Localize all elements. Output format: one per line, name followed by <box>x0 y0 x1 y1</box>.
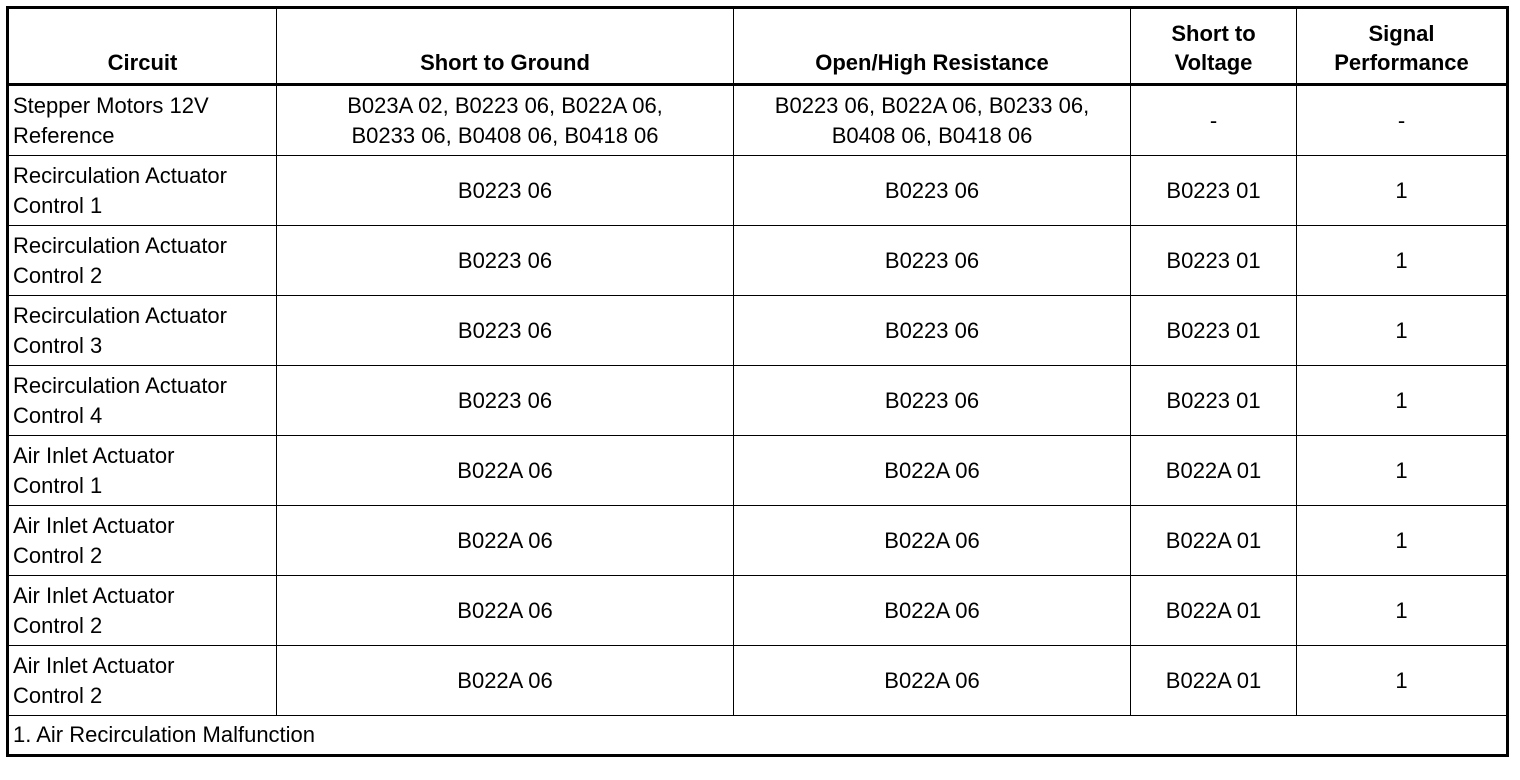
cell-circuit <box>8 156 277 226</box>
cell-short-to-ground <box>277 296 734 366</box>
short-to-ground-codes-line: B022A 06 <box>457 527 553 553</box>
cell-short-to-voltage: B0223 01 <box>1131 366 1297 436</box>
cell-signal-performance: 1 <box>1297 506 1508 576</box>
cell-short-to-ground <box>277 85 734 156</box>
header-open-high-resistance-line: Open/High Resistance <box>815 50 1049 75</box>
cell-short-to-ground <box>277 366 734 436</box>
header-circuit-line: Circuit <box>107 50 178 75</box>
table-row <box>8 296 1508 366</box>
table-row <box>8 366 1508 436</box>
short-to-ground-codes-line: B022A 06 <box>457 457 553 483</box>
header-short-to-voltage-line-2: Voltage <box>1174 50 1253 75</box>
open-high-resistance-codes-line: B022A 06 <box>884 527 980 553</box>
cell-short-to-ground <box>277 576 734 646</box>
circuit-name-line: Control 3 <box>13 332 103 358</box>
circuit-name-line: Control 2 <box>13 542 103 568</box>
cell-open-high-resistance <box>734 85 1131 156</box>
cell-circuit <box>8 646 277 716</box>
cell-short-to-voltage: B0223 01 <box>1131 156 1297 226</box>
cell-circuit <box>8 85 277 156</box>
cell-short-to-voltage: - <box>1131 85 1297 156</box>
open-high-resistance-codes-line: B022A 06 <box>884 667 980 693</box>
table-row <box>8 506 1508 576</box>
short-to-ground-codes-line: B022A 06 <box>457 667 553 693</box>
circuit-name-line: Air Inlet Actuator <box>13 582 175 608</box>
open-high-resistance-codes-line: B0223 06 <box>884 317 980 343</box>
cell-open-high-resistance <box>734 156 1131 226</box>
circuit-name-line: Air Inlet Actuator <box>13 652 175 678</box>
open-high-resistance-codes-line: B0223 06 <box>884 387 980 413</box>
cell-open-high-resistance <box>734 646 1131 716</box>
header-signal-performance <box>1297 8 1508 85</box>
circuit-name-line: Control 1 <box>13 192 103 218</box>
cell-signal-performance: 1 <box>1297 646 1508 716</box>
circuit-name-line: Recirculation Actuator <box>13 162 227 188</box>
header-row <box>8 8 1508 85</box>
header-signal-performance-line-1: Signal <box>1368 21 1435 46</box>
circuit-name-line: Air Inlet Actuator <box>13 442 175 468</box>
cell-open-high-resistance <box>734 436 1131 506</box>
cell-open-high-resistance <box>734 366 1131 436</box>
short-to-ground-codes-line: B0223 06 <box>457 247 553 273</box>
table-footer <box>8 716 1508 756</box>
cell-short-to-ground <box>277 436 734 506</box>
circuit-name-line: Control 2 <box>13 612 103 638</box>
short-to-ground-codes-line: B023A 02, B0223 06, B022A 06, <box>347 92 663 118</box>
cell-signal-performance: 1 <box>1297 296 1508 366</box>
table-row <box>8 646 1508 716</box>
table-row <box>8 226 1508 296</box>
cell-circuit <box>8 366 277 436</box>
open-high-resistance-codes-line: B0408 06, B0418 06 <box>831 122 1033 148</box>
short-to-ground-codes-line: B0223 06 <box>457 387 553 413</box>
short-to-ground-codes-line: B0233 06, B0408 06, B0418 06 <box>351 122 659 148</box>
header-short-to-voltage-line-1: Short to <box>1171 21 1256 46</box>
cell-open-high-resistance <box>734 506 1131 576</box>
cell-signal-performance: - <box>1297 85 1508 156</box>
open-high-resistance-codes-line: B0223 06 <box>884 247 980 273</box>
circuit-name-line: Stepper Motors 12V <box>13 92 209 118</box>
circuit-name-line: Control 4 <box>13 402 103 428</box>
cell-short-to-voltage: B022A 01 <box>1131 436 1297 506</box>
header-short-to-ground-line: Short to Ground <box>420 50 590 75</box>
short-to-ground-codes-line: B0223 06 <box>457 317 553 343</box>
circuit-name-line: Reference <box>13 122 115 148</box>
circuit-name-line: Control 1 <box>13 472 103 498</box>
circuit-name-line: Recirculation Actuator <box>13 302 227 328</box>
short-to-ground-codes-line: B022A 06 <box>457 597 553 623</box>
header-short-to-voltage <box>1131 8 1297 85</box>
cell-signal-performance: 1 <box>1297 436 1508 506</box>
cell-open-high-resistance <box>734 296 1131 366</box>
cell-signal-performance: 1 <box>1297 576 1508 646</box>
header-short-to-ground <box>277 8 734 85</box>
table-row <box>8 436 1508 506</box>
table-row <box>8 85 1508 156</box>
circuit-fault-table <box>6 6 1509 757</box>
cell-signal-performance: 1 <box>1297 156 1508 226</box>
footnote: 1. Air Recirculation Malfunction <box>8 716 1508 756</box>
cell-circuit <box>8 296 277 366</box>
cell-short-to-ground <box>277 226 734 296</box>
circuit-name-line: Recirculation Actuator <box>13 232 227 258</box>
cell-short-to-voltage: B0223 01 <box>1131 226 1297 296</box>
table-row <box>8 156 1508 226</box>
cell-circuit <box>8 226 277 296</box>
header-signal-performance-line-2: Performance <box>1334 50 1469 75</box>
cell-open-high-resistance <box>734 226 1131 296</box>
cell-signal-performance: 1 <box>1297 226 1508 296</box>
circuit-name-line: Recirculation Actuator <box>13 372 227 398</box>
open-high-resistance-codes-line: B022A 06 <box>884 457 980 483</box>
cell-short-to-ground <box>277 506 734 576</box>
cell-open-high-resistance <box>734 576 1131 646</box>
circuit-name-line: Control 2 <box>13 682 103 708</box>
cell-short-to-voltage: B022A 01 <box>1131 646 1297 716</box>
cell-circuit <box>8 576 277 646</box>
cell-short-to-ground <box>277 646 734 716</box>
open-high-resistance-codes-line: B022A 06 <box>884 597 980 623</box>
short-to-ground-codes-line: B0223 06 <box>457 177 553 203</box>
open-high-resistance-codes-line: B0223 06 <box>884 177 980 203</box>
cell-signal-performance: 1 <box>1297 366 1508 436</box>
open-high-resistance-codes-line: B0223 06, B022A 06, B0233 06, <box>774 92 1090 118</box>
table-header <box>8 8 1508 85</box>
table-row <box>8 576 1508 646</box>
circuit-name-line: Air Inlet Actuator <box>13 512 175 538</box>
table-body <box>8 85 1508 716</box>
header-circuit <box>8 8 277 85</box>
cell-circuit <box>8 506 277 576</box>
circuit-name-line: Control 2 <box>13 262 103 288</box>
header-open-high-resistance <box>734 8 1131 85</box>
cell-short-to-voltage: B0223 01 <box>1131 296 1297 366</box>
cell-short-to-voltage: B022A 01 <box>1131 576 1297 646</box>
cell-circuit <box>8 436 277 506</box>
cell-short-to-ground <box>277 156 734 226</box>
footnote-row <box>8 716 1508 756</box>
cell-short-to-voltage: B022A 01 <box>1131 506 1297 576</box>
